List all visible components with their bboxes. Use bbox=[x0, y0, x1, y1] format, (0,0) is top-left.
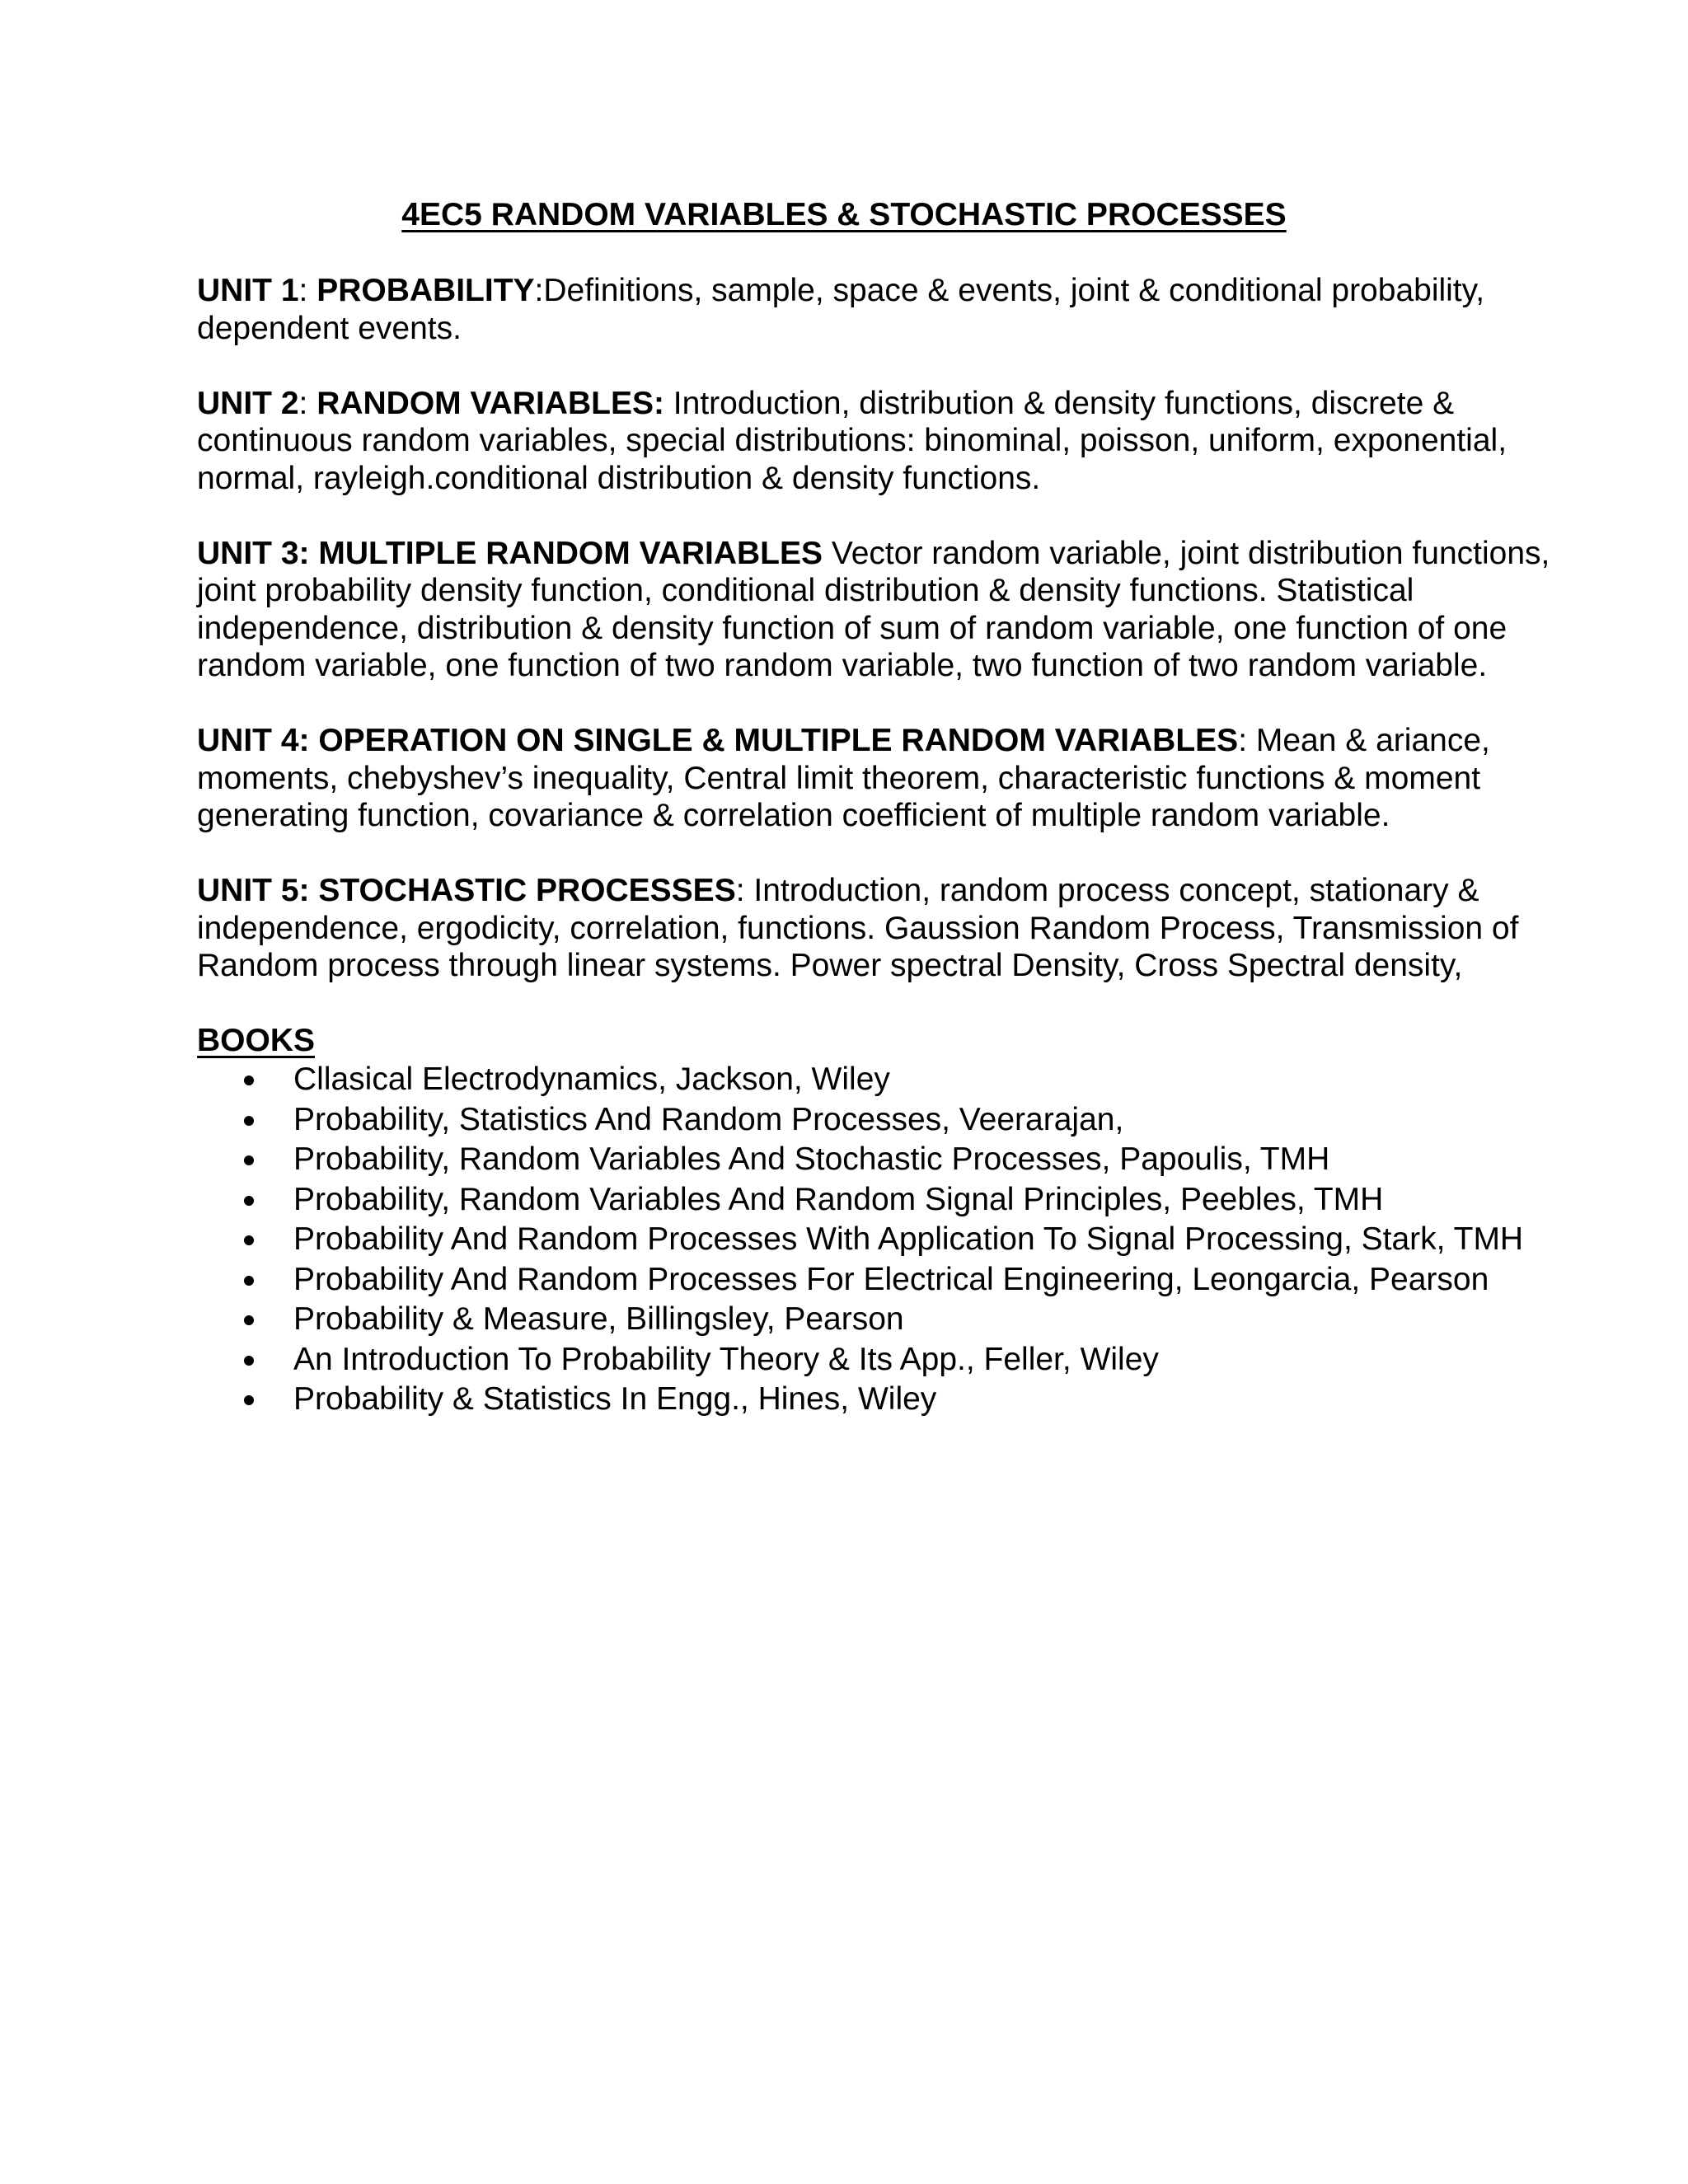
bullet-icon bbox=[244, 1276, 254, 1286]
books-heading: BOOKS bbox=[197, 1023, 316, 1058]
books-list bbox=[197, 1060, 1565, 1420]
bullet-icon bbox=[244, 1116, 254, 1126]
book-title: Cllasical Electrodynamics, Jackson, Wiley bbox=[293, 1062, 890, 1097]
unit-5 bbox=[197, 872, 1565, 985]
bullet-icon bbox=[244, 1155, 254, 1165]
unit-2-topic: RANDOM VARIABLES: bbox=[316, 385, 664, 421]
book-item bbox=[197, 1100, 1565, 1141]
book-item bbox=[197, 1380, 1565, 1420]
book-title: Probability, Random Variables And Random Signal Principles, Peebles, TMH bbox=[293, 1181, 1384, 1217]
unit-4-text: : Mean & ariance, moments, chebyshev’s inequality, Central limit theorem, characteristic functions & moment generating function, covariance & correlation coefficient of multiple random variable. bbox=[197, 723, 1490, 833]
bullet-icon bbox=[244, 1076, 254, 1085]
bullet-icon bbox=[244, 1196, 254, 1206]
unit-3 bbox=[197, 535, 1565, 685]
unit-1-topic: PROBABILITY bbox=[316, 273, 535, 308]
book-item bbox=[197, 1140, 1565, 1180]
unit-2-text: Introduction, distribution & density functions, discrete & continuous random variables, special distributions: binominal, poisson, uniform, exponential, normal, rayleigh.conditional distribution & density functions. bbox=[197, 385, 1507, 496]
book-title: Probability And Random Processes With Application To Signal Processing, Stark, TMH bbox=[293, 1221, 1524, 1257]
unit-1-label: UNIT 1 bbox=[197, 273, 299, 308]
book-item bbox=[197, 1220, 1565, 1260]
unit-4-label: UNIT 4: OPERATION ON SINGLE & MULTIPLE RANDOM VARIABLES bbox=[197, 723, 1239, 758]
unit-1-separator: : bbox=[298, 273, 317, 308]
bullet-icon bbox=[244, 1315, 254, 1325]
bullet-icon bbox=[244, 1395, 254, 1405]
book-title: Probability & Measure, Billingsley, Pearson bbox=[293, 1301, 904, 1337]
book-title: Probability And Random Processes For Electrical Engineering, Leongarcia, Pearson bbox=[293, 1261, 1489, 1297]
book-title: An Introduction To Probability Theory & Its App., Feller, Wiley bbox=[293, 1341, 1159, 1377]
book-item bbox=[197, 1300, 1565, 1340]
book-title: Probability, Statistics And Random Processes, Veerarajan, bbox=[293, 1101, 1124, 1137]
bullet-icon bbox=[244, 1235, 254, 1245]
unit-2 bbox=[197, 385, 1565, 498]
unit-3-text: Vector random variable, joint distribution functions, joint probability density function, conditional distribution & density functions. Statistical independence, distribution & density function of sum of random variable, one function of one random variable, one function of two random variable, two function of two random variable. bbox=[197, 535, 1550, 683]
book-item bbox=[197, 1180, 1565, 1221]
unit-5-label: UNIT 5: STOCHASTIC PROCESSES bbox=[197, 873, 736, 908]
book-item bbox=[197, 1340, 1565, 1380]
unit-2-label: UNIT 2 bbox=[197, 385, 299, 421]
book-title: Probability & Statistics In Engg., Hines, Wiley bbox=[293, 1381, 937, 1417]
bullet-icon bbox=[244, 1356, 254, 1366]
unit-3-label: UNIT 3: MULTIPLE RANDOM VARIABLES bbox=[197, 535, 823, 571]
unit-1-text: :Definitions, sample, space & events, joint & conditional probability, dependent events. bbox=[197, 273, 1485, 346]
unit-1 bbox=[197, 272, 1565, 347]
book-item bbox=[197, 1060, 1565, 1100]
unit-4 bbox=[197, 722, 1565, 835]
unit-2-separator: : bbox=[298, 385, 317, 421]
book-title: Probability, Random Variables And Stochastic Processes, Papoulis, TMH bbox=[293, 1141, 1330, 1177]
book-item bbox=[197, 1260, 1565, 1301]
unit-5-text: : Introduction, random process concept, stationary & independence, ergodicity, correlation, functions. Gaussion Random Process, Transmission of Random process through linear systems. Power spectral Density, Cross Spectral density, bbox=[197, 873, 1519, 983]
document-title: 4EC5 RANDOM VARIABLES & STOCHASTIC PROCESSES bbox=[401, 197, 1287, 232]
syllabus-content bbox=[197, 272, 1565, 1420]
